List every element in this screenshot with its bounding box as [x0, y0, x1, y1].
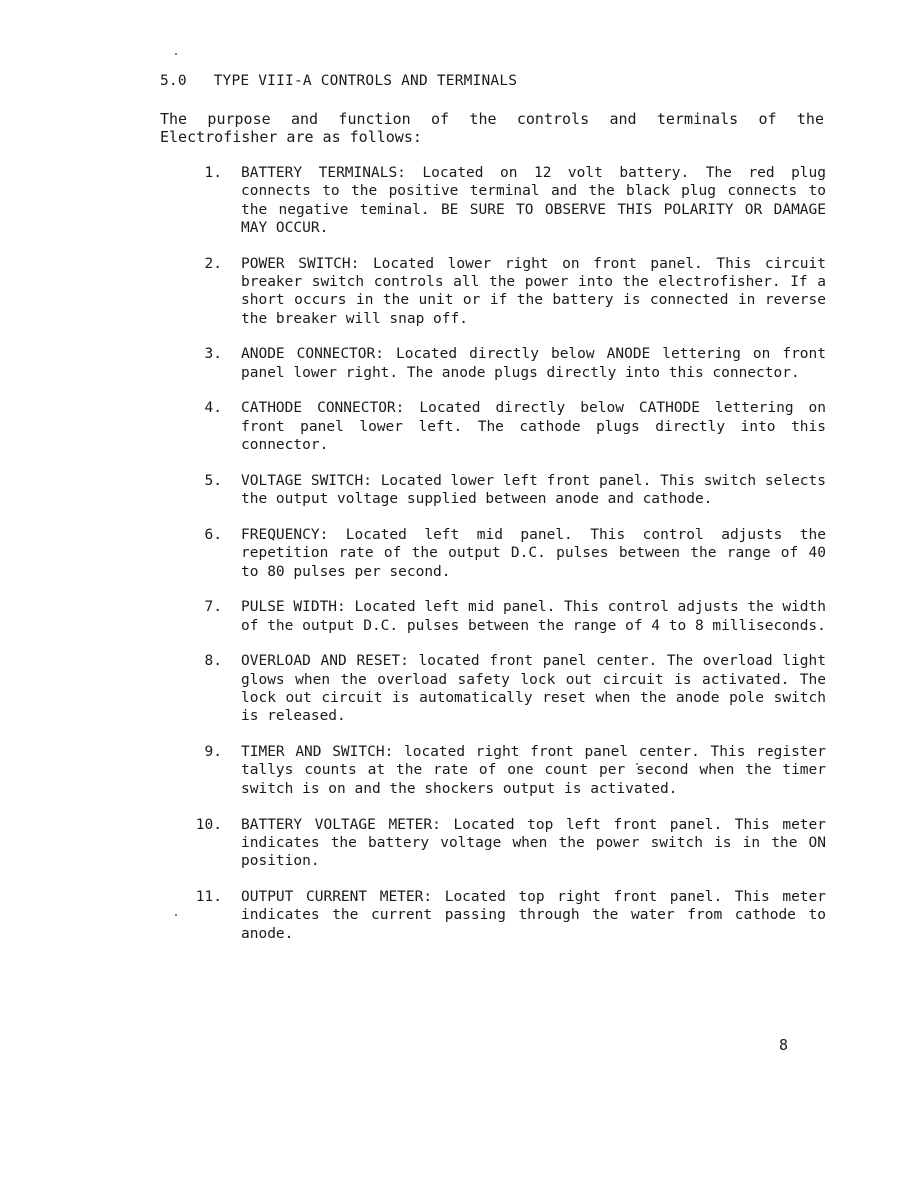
list-item [160, 472, 826, 509]
item-text: BATTERY TERMINALS: Located on 12 volt battery. The red plug connects to the positive terminal and the black plug connects to the negative teminal. BE SURE TO OBSERVE THIS POLARITY OR DAMAGE MAY OCCUR. [241, 165, 826, 236]
list-item [160, 164, 826, 237]
item-number: 2. [204, 255, 222, 272]
item-number: 10. [195, 816, 222, 833]
item-number: 6. [204, 526, 222, 543]
scan-speck [175, 53, 177, 55]
item-text: POWER SWITCH: Located lower right on front panel. This circuit breaker switch controls all the power into the electrofisher. If a short occurs in the unit or if the battery is connected in reverse the breaker will snap off. [241, 255, 826, 327]
section-title: TYPE VIII-A CONTROLS AND TERMINALS [213, 73, 518, 89]
item-text: ANODE CONNECTOR: Located directly below ANODE lettering on front panel lower right. The anode plugs directly into this connector. [241, 346, 826, 381]
item-text: TIMER AND SWITCH: located right front panel center. This register tallys counts at the rate of one count per second when the timer switch is on and the shockers output is activated. [241, 744, 826, 797]
item-text: BATTERY VOLTAGE METER: Located top left front panel. This meter indicates the battery voltage when the power switch is in the ON position. [241, 816, 826, 870]
item-text: VOLTAGE SWITCH: Located lower left front panel. This switch selects the output voltage supplied between anode and cathode. [241, 472, 826, 508]
item-text: PULSE WIDTH: Located left mid panel. This control adjusts the width of the output D.C. pulses between the range of 4 to 8 milliseconds. [241, 599, 826, 634]
item-number: 5. [204, 472, 222, 489]
item-text: FREQUENCY: Located left mid panel. This control adjusts the repetition rate of the output D.C. pulses between the range of 40 to 80 pulses per second. [241, 526, 826, 580]
item-number: 8. [204, 653, 222, 670]
controls-list [160, 164, 826, 960]
list-item [160, 345, 826, 382]
item-text: CATHODE CONNECTOR: Located directly below CATHODE lettering on front panel lower left. The cathode plugs directly into this connector. [241, 400, 826, 454]
page-number: 8 [778, 1036, 788, 1054]
item-number: 11. [195, 888, 222, 905]
item-number: 4. [204, 400, 222, 417]
list-item [160, 888, 826, 943]
list-item [160, 526, 826, 581]
item-number: 9. [204, 744, 222, 761]
section-number: 5.0 [160, 73, 187, 89]
item-number: 1. [204, 165, 222, 181]
item-text: OVERLOAD AND RESET: located front panel center. The overload light glows when the overload safety lock out circuit is activated. The lock out circuit is automatically reset when the anode pole switch is released. [241, 653, 826, 725]
list-item [160, 816, 826, 871]
list-item [160, 399, 826, 454]
list-item [160, 255, 826, 328]
list-item [160, 743, 826, 798]
item-number: 3. [204, 346, 222, 363]
list-item [160, 598, 826, 635]
item-number: 7. [204, 599, 222, 616]
section-heading [160, 73, 517, 89]
item-text: OUTPUT CURRENT METER: Located top right front panel. This meter indicates the current passing through the water from cathode to anode. [241, 888, 826, 942]
list-item [160, 652, 826, 725]
intro-paragraph: The purpose and function of the controls and terminals of the Electrofisher are as follows: [160, 110, 824, 146]
